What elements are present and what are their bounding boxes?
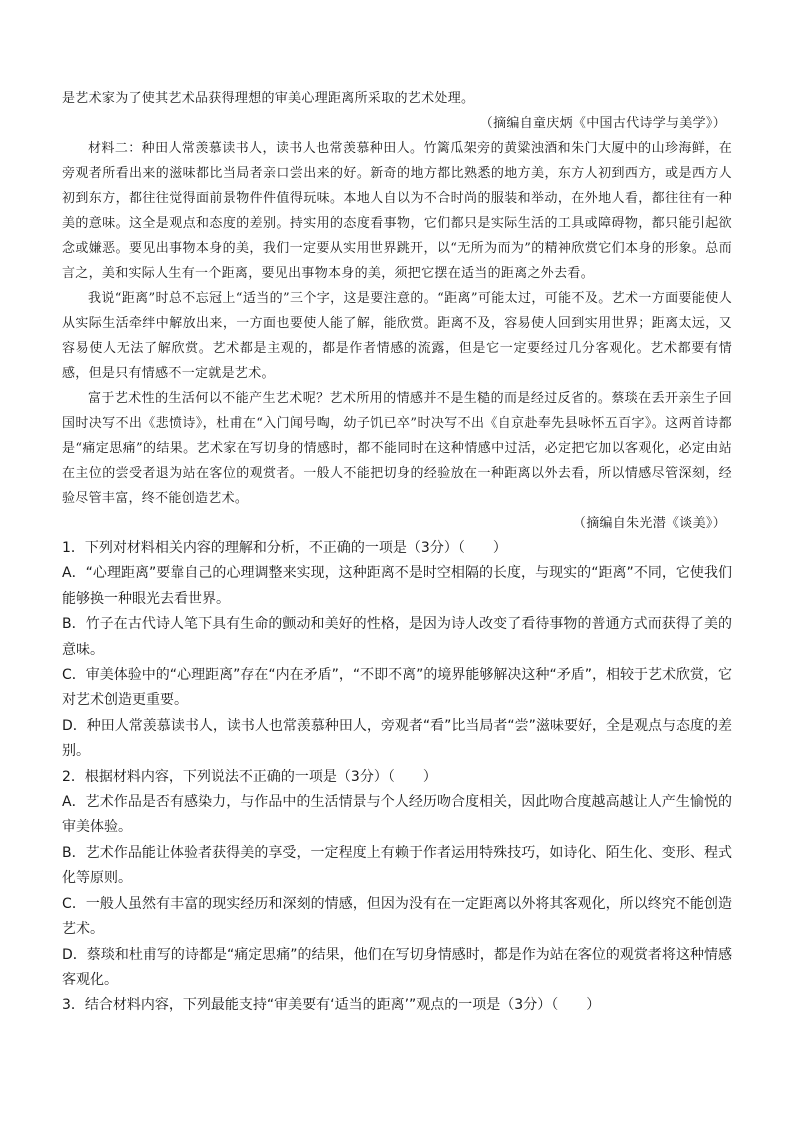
passage-source-2: （摘编自朱光潜《谈美》） <box>572 516 726 531</box>
exam-page <box>62 86 732 1019</box>
option-d: D．蔡琰和杜甫写的诗都是“痛定思痛”的结果，他们在写切身情感时，都是作为站在客位的观赏者将这种情感客观化。 <box>62 946 732 988</box>
question-stem: 1．下列对材料相关内容的理解和分析，不正确的一项是（3分）（ ） <box>62 540 507 556</box>
question-3 <box>62 993 732 1018</box>
option-a: A．“心理距离”要靠自己的心理调整来实现，这种距离不是时空相隔的长度，与现实的“距离”不同，它使我们能够换一种眼光去看世界。 <box>62 565 732 607</box>
passage-intro-line: 是艺术家为了使其艺术品获得理想的审美心理距离所采取的艺术处理。 <box>62 91 475 106</box>
option-c: C．审美体验中的“心理距离”存在“内在矛盾”，“不即不离”的境界能够解决这种“矛盾”，相较于艺术欣赏，它对艺术创造更重要。 <box>62 667 732 709</box>
question-stem: 3．结合材料内容，下列最能支持“审美要有‘适当的距离’”观点的一项是（3分）（ ） <box>62 997 601 1014</box>
question-2 <box>62 765 732 994</box>
question-stem: 2．根据材料内容，下列说法不正确的一项是（3分）（ ） <box>62 768 437 785</box>
material-2-paragraph-2: 我说“距离”时总不忘冠上“适当的”三个字，这是要注意的。“距离”可能太过，可能不及。艺术一方面要能使人从实际生活牵绊中解放出来，一方面也要使人能了解，能欣赏。距离不及，容易使人回到实用世界；距离太远，又容易使人无法了解欣赏。艺术都是主观的，都是作者情感的流露，但是它一定要经过几分客观化。艺术都要有情感，但是只有情感不一定就是艺术。 <box>62 291 732 381</box>
option-b: B．艺术作品能让体验者获得美的享受，一定程度上有赖于作者运用特殊技巧，如诗化、陌生化、变形、程式化等原则。 <box>62 844 732 887</box>
option-d: D．种田人常羡慕读书人，读书人也常羡慕种田人，旁观者“看”比当局者“尝”滋味要好，全是观点与态度的差别。 <box>62 717 732 760</box>
question-1 <box>62 536 732 765</box>
option-a: A．艺术作品是否有感染力，与作品中的生活情景与个人经历吻合度相关，因此吻合度越高越让人产生愉悦的审美体验。 <box>62 794 732 836</box>
reading-passage <box>62 86 732 536</box>
material-2-paragraph-3: 富于艺术性的生活何以不能产生艺术呢？艺术所用的情感并不是生糙的而是经过反省的。蔡琰在丢开亲生子回国时决写不出《悲愤诗》，杜甫在“入门闻号啕，幼子饥已卒”时决写不出《自京赴奉先县咏怀五百字》。这两首诗都是“痛定思痛”的结果。艺术家在写切身的情感时，都不能同时在这种情感中过活，必定把它加以客观化，必定由站在主位的尝受者退为站在客位的观赏者。一般人不能把切身的经验放在一种距离以外去看，所以情感尽管深刻，经验尽管丰富，终不能创造艺术。 <box>62 391 732 506</box>
option-b: B．竹子在古代诗人笔下具有生命的颤动和美好的性格，是因为诗人改变了看待事物的普通方式而获得了美的意味。 <box>62 616 732 658</box>
material-2-paragraph-1: 材料二：种田人常羡慕读书人，读书人也常羡慕种田人。竹篱瓜架旁的黄粱浊酒和朱门大厦中的山珍海鲜，在旁观者所看出来的滋味都比当局者亲口尝出来的好。新奇的地方都比熟悉的地方美，东方人初到西方，或是西方人初到东方，都往往觉得面前景物件件值得玩味。本地人自以为不合时尚的服装和举动，在外地人看，都往往有一种美的意味。这全是观点和态度的差别。持实用的态度看事物，它们都只是实际生活的工具或障碍物，都只能引起欲念或嫌恶。要见出事物本身的美，我们一定要从实用世界跳开，以“无所为而为”的精神欣赏它们本身的形象。总而言之，美和实际人生有一个距离，要见出事物本身的美，须把它摆在适当的距离之外去看。 <box>62 141 732 281</box>
passage-source-1: （摘编自童庆炳《中国古代诗学与美学》） <box>479 116 726 131</box>
option-c: C．一般人虽然有丰富的现实经历和深刻的情感，但因为没有在一定距离以外将其客观化，所以终究不能创造艺术。 <box>62 895 732 938</box>
